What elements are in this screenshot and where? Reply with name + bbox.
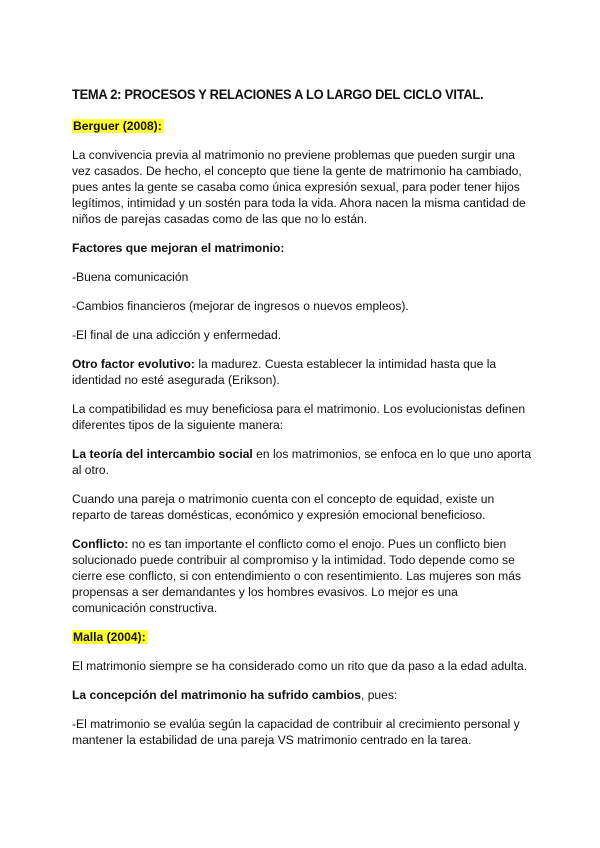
- section-heading-berguer: [72, 118, 532, 134]
- list-item-adiccion: -El final de una adicción y enfermedad.: [72, 328, 282, 342]
- list-item-comunicacion: -Buena comunicación: [72, 270, 189, 284]
- paragraph-concepcion: [72, 687, 532, 703]
- paragraph-teoria: [72, 446, 532, 478]
- paragraph-conflicto: [72, 536, 532, 616]
- teoria-label: La teoría del intercambio social: [72, 447, 253, 461]
- teoria-text: en los matrimonios, se enfoca en lo que uno aporta al otro.: [72, 447, 532, 477]
- paragraph-otro-factor: [72, 356, 532, 388]
- document-body: [72, 86, 532, 761]
- page-title: TEMA 2: PROCESOS Y RELACIONES A LO LARGO DEL CICLO VITAL.: [72, 86, 484, 102]
- otro-factor-text: la madurez. Cuesta establecer la intimidad hasta que la identidad no esté asegurada (Erikson).: [72, 357, 497, 387]
- conflicto-text: no es tan importante el conflicto como el enojo. Pues un conflicto bien solucionado puede contribuir al compromiso y la intimidad. Todo depende como se cierre ese conflicto, si con entendimiento o con resentimiento. Las mujeres son más propensas a ser demandantes y los hombres evasivos. Lo mejor es una comunicación constructiva.: [72, 537, 522, 615]
- paragraph-rito: El matrimonio siempre se ha considerado como un rito que da paso a la edad adulta.: [72, 659, 528, 673]
- highlighted-heading: Malla (2004):: [73, 630, 146, 644]
- paragraph-evaluacion: -El matrimonio se evalúa según la capacidad de contribuir al crecimiento personal y mantener la estabilidad de una pareja VS matrimonio centrado en la tarea.: [72, 717, 520, 747]
- conflicto-label: Conflicto:: [72, 537, 129, 551]
- paragraph-compatibilidad: La compatibilidad es muy beneficiosa para el matrimonio. Los evolucionistas definen diferentes tipos de la siguiente manera:: [72, 402, 526, 432]
- highlighted-heading: Berguer (2008):: [73, 119, 162, 133]
- factores-heading-text: Factores que mejoran el matrimonio:: [72, 241, 285, 255]
- factores-heading: [72, 240, 532, 256]
- paragraph-convivencia: La convivencia previa al matrimonio no previene problemas que pueden surgir una vez casados. De hecho, el concepto que tiene la gente de matrimonio ha cambiado, pues antes la gente se casaba como única expresión sexual, para poder tener hijos legítimos, intimidad y un sostén para toda la vida. Ahora nacen la misma cantidad de niños de parejas casadas como de las que no lo están.: [72, 148, 526, 226]
- otro-factor-label: Otro factor evolutivo:: [72, 357, 195, 371]
- concepcion-label: La concepción del matrimonio ha sufrido cambios: [72, 688, 361, 702]
- section-heading-malla: [72, 629, 532, 645]
- concepcion-text: , pues:: [360, 688, 398, 702]
- paragraph-equidad: Cuando una pareja o matrimonio cuenta con el concepto de equidad, existe un reparto de tareas domésticas, económico y expresión emocional beneficioso.: [72, 492, 495, 522]
- list-item-cambios-financieros: -Cambios financieros (mejorar de ingresos o nuevos empleos).: [72, 299, 409, 313]
